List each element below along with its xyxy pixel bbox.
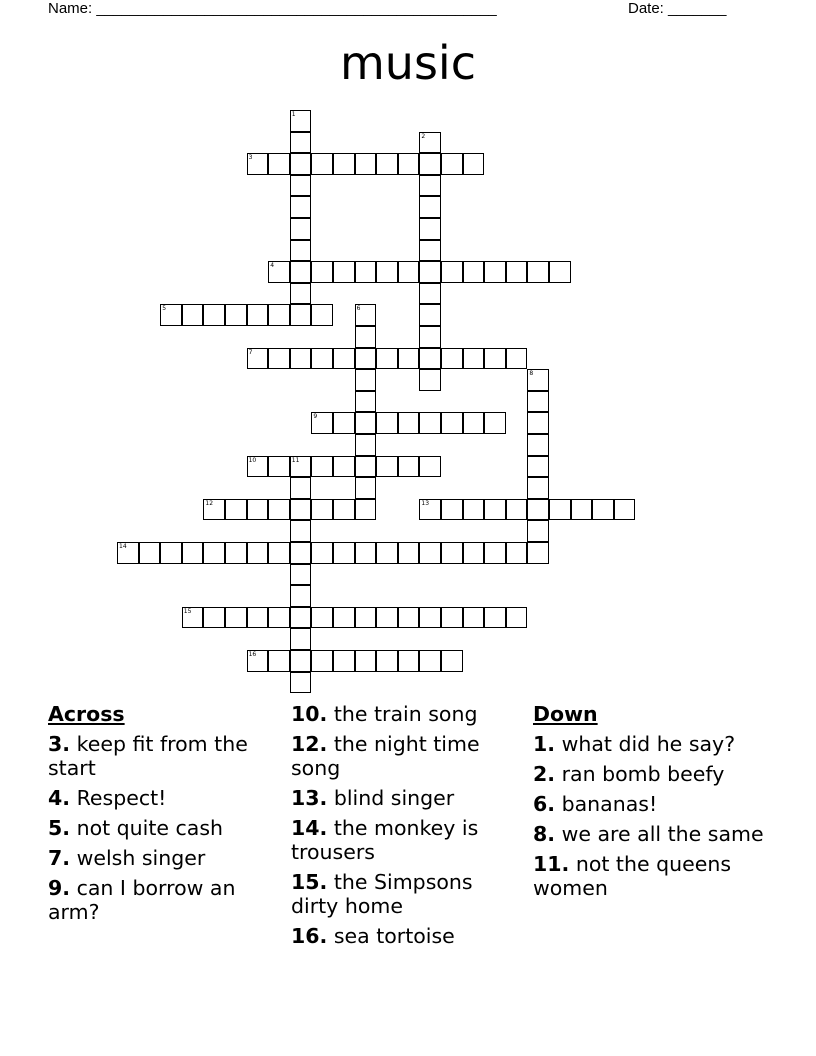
grid-cell[interactable] xyxy=(311,304,333,326)
grid-cell[interactable] xyxy=(290,672,312,694)
grid-cell[interactable] xyxy=(398,153,420,175)
grid-cell[interactable] xyxy=(268,542,290,564)
grid-cell[interactable] xyxy=(247,607,269,629)
grid-cell[interactable] xyxy=(527,434,549,456)
grid-cell[interactable] xyxy=(311,456,333,478)
grid-cell[interactable] xyxy=(247,542,269,564)
grid-cell[interactable] xyxy=(290,456,312,478)
cell-number: 2 xyxy=(421,132,426,140)
clue-number: 9. xyxy=(48,876,71,900)
grid-cell[interactable] xyxy=(419,240,441,262)
grid-cell[interactable] xyxy=(333,261,355,283)
grid-cell[interactable] xyxy=(355,391,377,413)
grid-cell[interactable] xyxy=(441,499,463,521)
cell-number: 3 xyxy=(248,154,253,162)
grid-cell[interactable] xyxy=(463,261,485,283)
grid-cell[interactable] xyxy=(398,456,420,478)
clue-item xyxy=(291,786,526,810)
grid-cell[interactable] xyxy=(355,261,377,283)
clue-item xyxy=(291,702,526,726)
grid-cell[interactable] xyxy=(614,499,636,521)
clue-item xyxy=(533,792,768,816)
grid-cell[interactable] xyxy=(419,132,441,154)
grid-cell[interactable] xyxy=(290,132,312,154)
clue-number: 8. xyxy=(533,822,556,846)
grid-cell[interactable] xyxy=(355,542,377,564)
grid-cell[interactable] xyxy=(506,348,528,370)
grid-cell[interactable] xyxy=(419,218,441,240)
grid-cell[interactable] xyxy=(527,499,549,521)
grid-cell[interactable] xyxy=(247,499,269,521)
grid-cell[interactable] xyxy=(419,153,441,175)
grid-cell[interactable] xyxy=(398,412,420,434)
grid-cell[interactable] xyxy=(441,607,463,629)
grid-cell[interactable] xyxy=(160,542,182,564)
grid-cell[interactable] xyxy=(290,218,312,240)
grid-cell[interactable] xyxy=(355,477,377,499)
grid-cell[interactable] xyxy=(419,348,441,370)
grid-cell[interactable] xyxy=(355,304,377,326)
grid-cell[interactable] xyxy=(527,456,549,478)
clue-text: the Simpsons dirty home xyxy=(291,870,473,918)
grid-cell[interactable] xyxy=(247,153,269,175)
cell-number: 9 xyxy=(313,413,318,421)
grid-cell[interactable] xyxy=(376,607,398,629)
clue-text: the train song xyxy=(327,702,478,726)
grid-cell[interactable] xyxy=(268,650,290,672)
grid-cell[interactable] xyxy=(419,261,441,283)
grid-cell[interactable] xyxy=(506,607,528,629)
grid-cell[interactable] xyxy=(247,304,269,326)
grid-cell[interactable] xyxy=(398,542,420,564)
grid-cell[interactable] xyxy=(419,283,441,305)
grid-cell[interactable] xyxy=(311,499,333,521)
page-title: music xyxy=(339,36,476,90)
clue-text: sea tortoise xyxy=(327,924,455,948)
grid-cell[interactable] xyxy=(203,499,225,521)
clue-item xyxy=(291,870,526,918)
grid-cell[interactable] xyxy=(247,456,269,478)
clue-text: bananas! xyxy=(555,792,658,816)
grid-cell[interactable] xyxy=(398,348,420,370)
grid-cell[interactable] xyxy=(506,261,528,283)
grid-cell[interactable] xyxy=(355,499,377,521)
grid-cell[interactable] xyxy=(506,542,528,564)
grid-cell[interactable] xyxy=(419,542,441,564)
grid-cell[interactable] xyxy=(355,369,377,391)
clue-number: 14. xyxy=(291,816,328,840)
grid-cell[interactable] xyxy=(463,153,485,175)
grid-cell[interactable] xyxy=(549,499,571,521)
clue-item xyxy=(533,852,768,900)
clue-item xyxy=(48,732,283,780)
clue-text: the night time song xyxy=(291,732,480,780)
grid-cell[interactable] xyxy=(247,650,269,672)
grid-cell[interactable] xyxy=(290,348,312,370)
clue-number: 10. xyxy=(291,702,328,726)
grid-cell[interactable] xyxy=(419,175,441,197)
grid-cell[interactable] xyxy=(441,261,463,283)
grid-cell[interactable] xyxy=(376,456,398,478)
clue-number: 11. xyxy=(533,852,570,876)
grid-cell[interactable] xyxy=(290,520,312,542)
grid-cell[interactable] xyxy=(441,542,463,564)
grid-cell[interactable] xyxy=(182,304,204,326)
grid-cell[interactable] xyxy=(290,564,312,586)
grid-cell[interactable] xyxy=(463,542,485,564)
clue-text: the monkey is trousers xyxy=(291,816,479,864)
grid-cell[interactable] xyxy=(463,499,485,521)
grid-cell[interactable] xyxy=(311,542,333,564)
clue-text: what did he say? xyxy=(555,732,736,756)
grid-cell[interactable] xyxy=(355,348,377,370)
grid-cell[interactable] xyxy=(268,607,290,629)
clue-item xyxy=(533,762,768,786)
grid-cell[interactable] xyxy=(527,369,549,391)
grid-cell[interactable] xyxy=(290,499,312,521)
grid-cell[interactable] xyxy=(333,499,355,521)
grid-cell[interactable] xyxy=(225,542,247,564)
grid-cell[interactable] xyxy=(549,261,571,283)
clue-number: 2. xyxy=(533,762,556,786)
grid-cell[interactable] xyxy=(268,261,290,283)
clue-item xyxy=(48,846,283,870)
grid-cell[interactable] xyxy=(376,348,398,370)
grid-cell[interactable] xyxy=(333,607,355,629)
grid-cell[interactable] xyxy=(484,542,506,564)
name-field-label: Name: ________________________________________________ xyxy=(48,0,497,17)
cell-number: 14 xyxy=(119,543,127,550)
grid-cell[interactable] xyxy=(484,261,506,283)
grid-cell[interactable] xyxy=(333,542,355,564)
grid-cell[interactable] xyxy=(290,477,312,499)
grid-cell[interactable] xyxy=(139,542,161,564)
grid-cell[interactable] xyxy=(441,348,463,370)
clue-item xyxy=(533,822,768,846)
grid-cell[interactable] xyxy=(225,304,247,326)
grid-cell[interactable] xyxy=(484,607,506,629)
grid-cell[interactable] xyxy=(484,499,506,521)
grid-cell[interactable] xyxy=(290,628,312,650)
grid-cell[interactable] xyxy=(398,607,420,629)
grid-cell[interactable] xyxy=(333,456,355,478)
clue-number: 7. xyxy=(48,846,71,870)
grid-cell[interactable] xyxy=(506,499,528,521)
grid-cell[interactable] xyxy=(290,283,312,305)
cell-number: 16 xyxy=(248,651,257,658)
cell-number: 1 xyxy=(291,111,296,118)
cell-number: 13 xyxy=(421,499,430,507)
grid-cell[interactable] xyxy=(527,412,549,434)
grid-cell[interactable] xyxy=(419,326,441,348)
grid-cell[interactable] xyxy=(182,607,204,629)
grid-cell[interactable] xyxy=(311,412,333,434)
grid-cell[interactable] xyxy=(441,153,463,175)
grid-cell[interactable] xyxy=(290,607,312,629)
grid-cell[interactable] xyxy=(527,477,549,499)
grid-cell[interactable] xyxy=(376,261,398,283)
clue-number: 3. xyxy=(48,732,71,756)
clue-item xyxy=(48,876,283,924)
clue-number: 5. xyxy=(48,816,71,840)
grid-cell[interactable] xyxy=(376,412,398,434)
grid-cell[interactable] xyxy=(355,434,377,456)
grid-cell[interactable] xyxy=(311,153,333,175)
clue-text: welsh singer xyxy=(70,846,206,870)
grid-cell[interactable] xyxy=(419,456,441,478)
grid-cell[interactable] xyxy=(355,153,377,175)
cell-number: 6 xyxy=(356,305,361,313)
grid-cell[interactable] xyxy=(355,650,377,672)
grid-cell[interactable] xyxy=(355,456,377,478)
grid-cell[interactable] xyxy=(311,348,333,370)
cell-number: 11 xyxy=(291,456,300,464)
grid-cell[interactable] xyxy=(268,153,290,175)
grid-cell[interactable] xyxy=(311,650,333,672)
grid-cell[interactable] xyxy=(290,153,312,175)
grid-cell[interactable] xyxy=(441,412,463,434)
grid-cell[interactable] xyxy=(419,607,441,629)
grid-cell[interactable] xyxy=(333,348,355,370)
clue-text: can I borrow an arm? xyxy=(48,876,236,924)
grid-cell[interactable] xyxy=(463,607,485,629)
clue-text: keep fit from the start xyxy=(48,732,248,780)
grid-cell[interactable] xyxy=(333,153,355,175)
grid-cell[interactable] xyxy=(290,304,312,326)
cell-number: 5 xyxy=(162,305,167,313)
grid-cell[interactable] xyxy=(290,240,312,262)
grid-cell[interactable] xyxy=(419,650,441,672)
clue-text: blind singer xyxy=(327,786,455,810)
grid-cell[interactable] xyxy=(290,175,312,197)
grid-cell[interactable] xyxy=(268,348,290,370)
across-heading: Across xyxy=(48,702,125,726)
clue-item xyxy=(291,924,526,948)
clue-item xyxy=(291,732,526,780)
grid-cell[interactable] xyxy=(117,542,139,564)
down-heading: Down xyxy=(533,702,598,726)
grid-cell[interactable] xyxy=(527,391,549,413)
grid-cell[interactable] xyxy=(376,650,398,672)
clue-item xyxy=(291,816,526,864)
grid-cell[interactable] xyxy=(527,261,549,283)
grid-cell[interactable] xyxy=(355,607,377,629)
clue-text: we are all the same xyxy=(555,822,764,846)
grid-cell[interactable] xyxy=(419,369,441,391)
cell-number: 15 xyxy=(183,607,192,615)
clue-item xyxy=(533,732,768,756)
clue-text: Respect! xyxy=(70,786,167,810)
grid-cell[interactable] xyxy=(290,650,312,672)
grid-cell[interactable] xyxy=(419,499,441,521)
grid-cell[interactable] xyxy=(527,520,549,542)
grid-cell[interactable] xyxy=(182,542,204,564)
grid-cell[interactable] xyxy=(203,304,225,326)
grid-cell[interactable] xyxy=(247,348,269,370)
grid-cell[interactable] xyxy=(311,607,333,629)
grid-cell[interactable] xyxy=(527,542,549,564)
grid-cell[interactable] xyxy=(398,261,420,283)
clue-number: 4. xyxy=(48,786,71,810)
grid-cell[interactable] xyxy=(160,304,182,326)
grid-cell[interactable] xyxy=(290,110,312,132)
grid-cell[interactable] xyxy=(290,261,312,283)
grid-cell[interactable] xyxy=(290,585,312,607)
clue-number: 13. xyxy=(291,786,328,810)
cell-number: 10 xyxy=(248,456,257,464)
grid-cell[interactable] xyxy=(571,499,593,521)
cell-number: 8 xyxy=(529,370,534,378)
grid-cell[interactable] xyxy=(376,542,398,564)
clue-column-down xyxy=(533,702,768,906)
clue-number: 15. xyxy=(291,870,328,894)
grid-cell[interactable] xyxy=(311,261,333,283)
clue-number: 12. xyxy=(291,732,328,756)
grid-cell[interactable] xyxy=(203,542,225,564)
clue-number: 16. xyxy=(291,924,328,948)
grid-cell[interactable] xyxy=(463,412,485,434)
grid-cell[interactable] xyxy=(419,412,441,434)
cell-number: 4 xyxy=(270,262,275,270)
grid-cell[interactable] xyxy=(398,650,420,672)
clue-text: ran bomb beefy xyxy=(555,762,725,786)
grid-cell[interactable] xyxy=(290,542,312,564)
clue-number: 6. xyxy=(533,792,556,816)
grid-cell[interactable] xyxy=(463,348,485,370)
clue-text: not the queens women xyxy=(533,852,731,900)
grid-cell[interactable] xyxy=(355,412,377,434)
clue-column-across xyxy=(48,702,283,930)
grid-cell[interactable] xyxy=(333,650,355,672)
date-field-label: Date: _______ xyxy=(628,0,727,17)
grid-cell[interactable] xyxy=(333,412,355,434)
clue-number: 1. xyxy=(533,732,556,756)
cell-number: 12 xyxy=(205,499,214,507)
grid-cell[interactable] xyxy=(225,499,247,521)
grid-cell[interactable] xyxy=(484,348,506,370)
grid-cell[interactable] xyxy=(419,196,441,218)
grid-cell[interactable] xyxy=(268,304,290,326)
grid-cell[interactable] xyxy=(225,607,247,629)
grid-cell[interactable] xyxy=(203,607,225,629)
grid-cell[interactable] xyxy=(484,412,506,434)
grid-cell[interactable] xyxy=(441,650,463,672)
clue-text: not quite cash xyxy=(70,816,224,840)
grid-cell[interactable] xyxy=(268,499,290,521)
grid-cell[interactable] xyxy=(268,456,290,478)
grid-cell[interactable] xyxy=(376,153,398,175)
grid-cell[interactable] xyxy=(592,499,614,521)
grid-cell[interactable] xyxy=(290,196,312,218)
grid-cell[interactable] xyxy=(355,326,377,348)
grid-cell[interactable] xyxy=(419,304,441,326)
cell-number: 7 xyxy=(248,348,253,356)
clue-column-across-continued xyxy=(291,702,526,954)
clue-item xyxy=(48,816,283,840)
clue-item xyxy=(48,786,283,810)
